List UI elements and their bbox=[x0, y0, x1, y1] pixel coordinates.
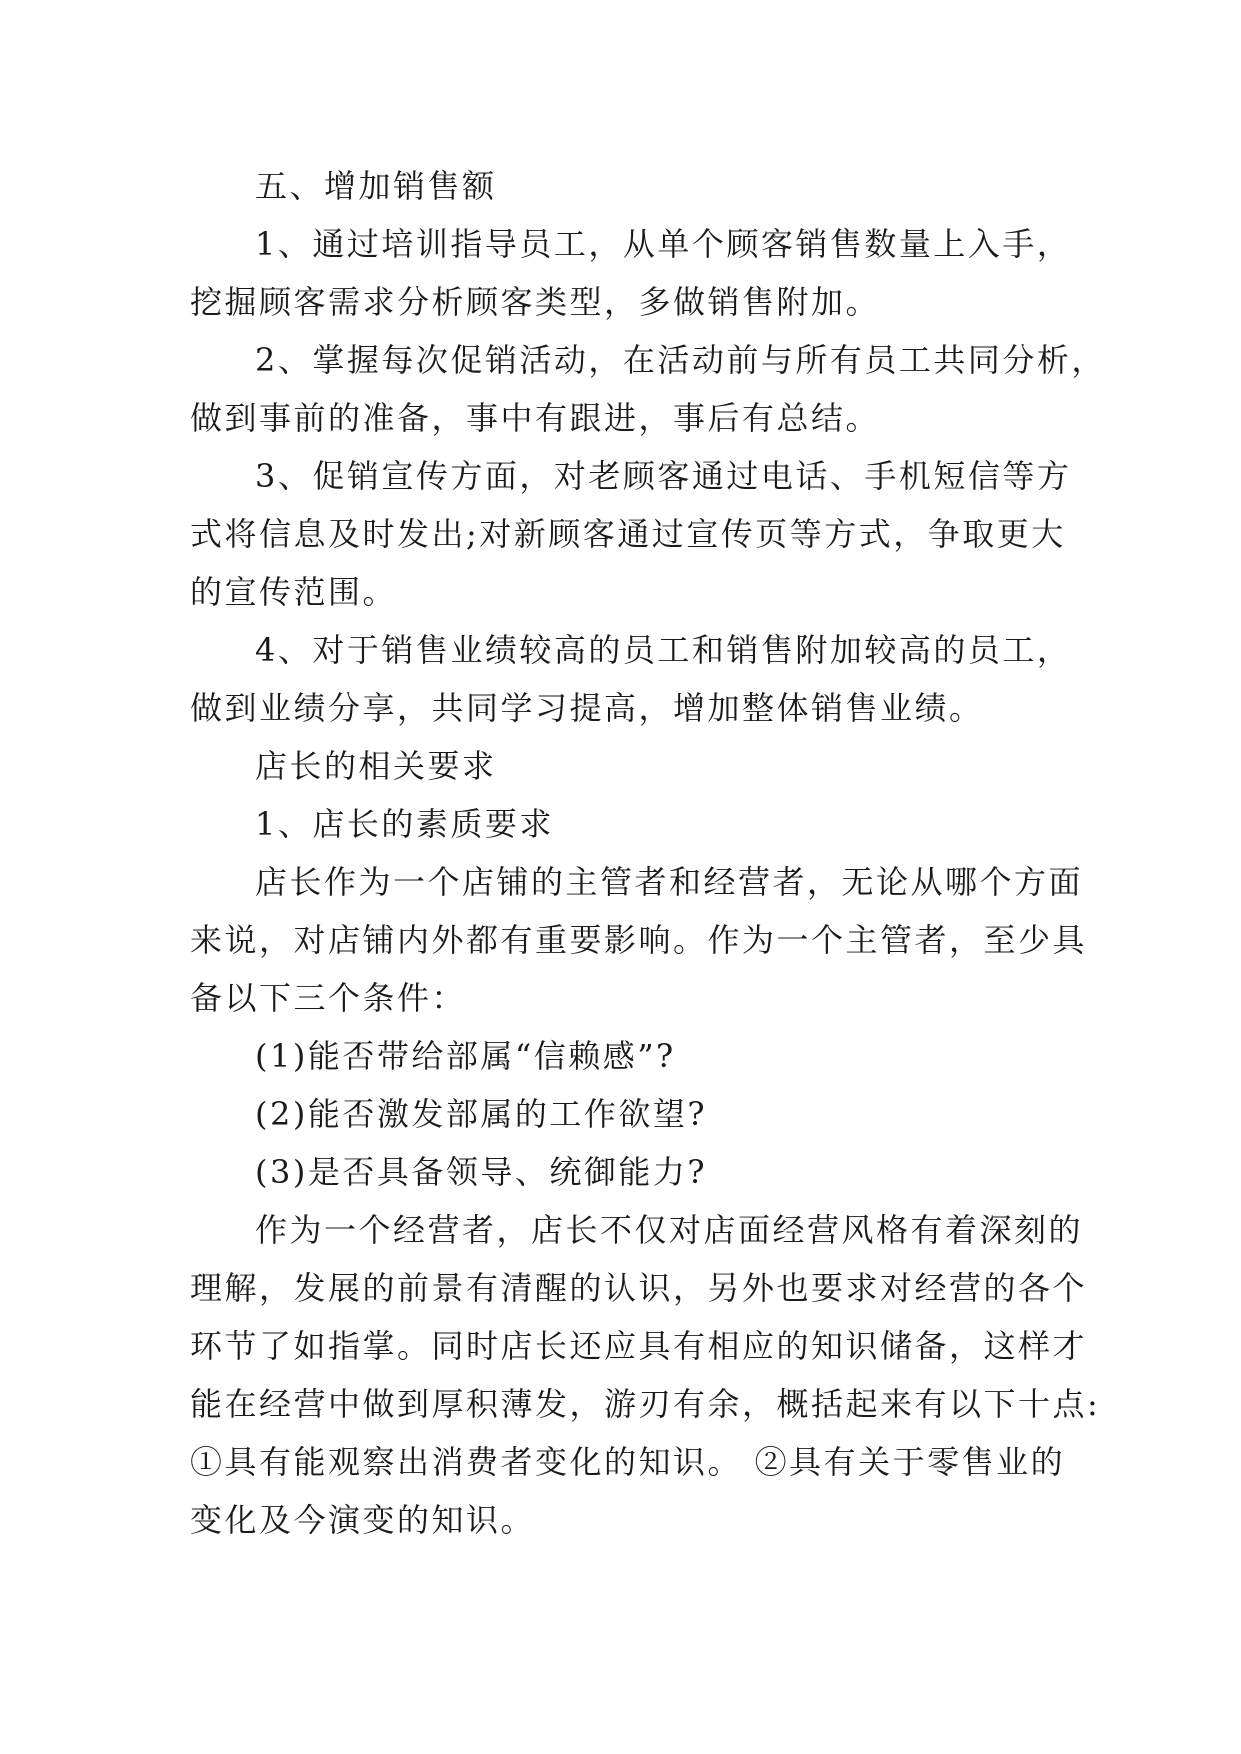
subsection-heading: 1、店长的素质要求 bbox=[255, 805, 554, 843]
paragraph-line: 理解，发展的前景有清醒的认识，另外也要求对经营的各个 bbox=[190, 1269, 1088, 1307]
list-item: (1)能否带给部属“信赖感”? bbox=[255, 1037, 676, 1075]
paragraph-line: 1、通过培训指导员工，从单个顾客销售数量上入手， bbox=[255, 225, 1072, 263]
paragraph-line: 挖掘顾客需求分析顾客类型，多做销售附加。 bbox=[190, 283, 881, 321]
paragraph-line: 3、促销宣传方面，对老顾客通过电话、手机短信等方 bbox=[255, 457, 1072, 495]
paragraph-line: 店长作为一个店铺的主管者和经营者，无论从哪个方面 bbox=[255, 863, 1084, 901]
paragraph-line: 做到业绩分享，共同学习提高，增加整体销售业绩。 bbox=[190, 689, 984, 727]
paragraph-line: 式将信息及时发出;对新顾客通过宣传页等方式，争取更大 bbox=[190, 515, 1066, 553]
paragraph-line: 来说，对店铺内外都有重要影响。作为一个主管者，至少具 bbox=[190, 921, 1088, 959]
paragraph-line: 变化及今演变的知识。 bbox=[190, 1501, 536, 1539]
paragraph-line: 环节了如指掌。同时店长还应具有相应的知识储备，这样才 bbox=[190, 1327, 1088, 1365]
paragraph-line: 2、掌握每次促销活动，在活动前与所有员工共同分析， bbox=[255, 341, 1106, 379]
paragraph-line: ①具有能观察出消费者变化的知识。 ②具有关于零售业的 bbox=[190, 1443, 1066, 1481]
paragraph-line: 4、对于销售业绩较高的员工和销售附加较高的员工， bbox=[255, 631, 1072, 669]
paragraph-line: 备以下三个条件： bbox=[190, 979, 467, 1017]
paragraph-line: 能在经营中做到厚积薄发，游刃有余，概括起来有以下十点: bbox=[190, 1385, 1101, 1423]
paragraph-line: 的宣传范围。 bbox=[190, 573, 398, 611]
section-heading: 五、增加销售额 bbox=[255, 167, 497, 205]
list-item: (3)是否具备领导、统御能力? bbox=[255, 1153, 707, 1191]
paragraph-line: 做到事前的准备，事中有跟进，事后有总结。 bbox=[190, 399, 881, 437]
section-heading: 店长的相关要求 bbox=[255, 747, 497, 785]
paragraph-line: 作为一个经营者，店长不仅对店面经营风格有着深刻的 bbox=[255, 1211, 1084, 1249]
list-item: (2)能否激发部属的工作欲望? bbox=[255, 1095, 707, 1133]
